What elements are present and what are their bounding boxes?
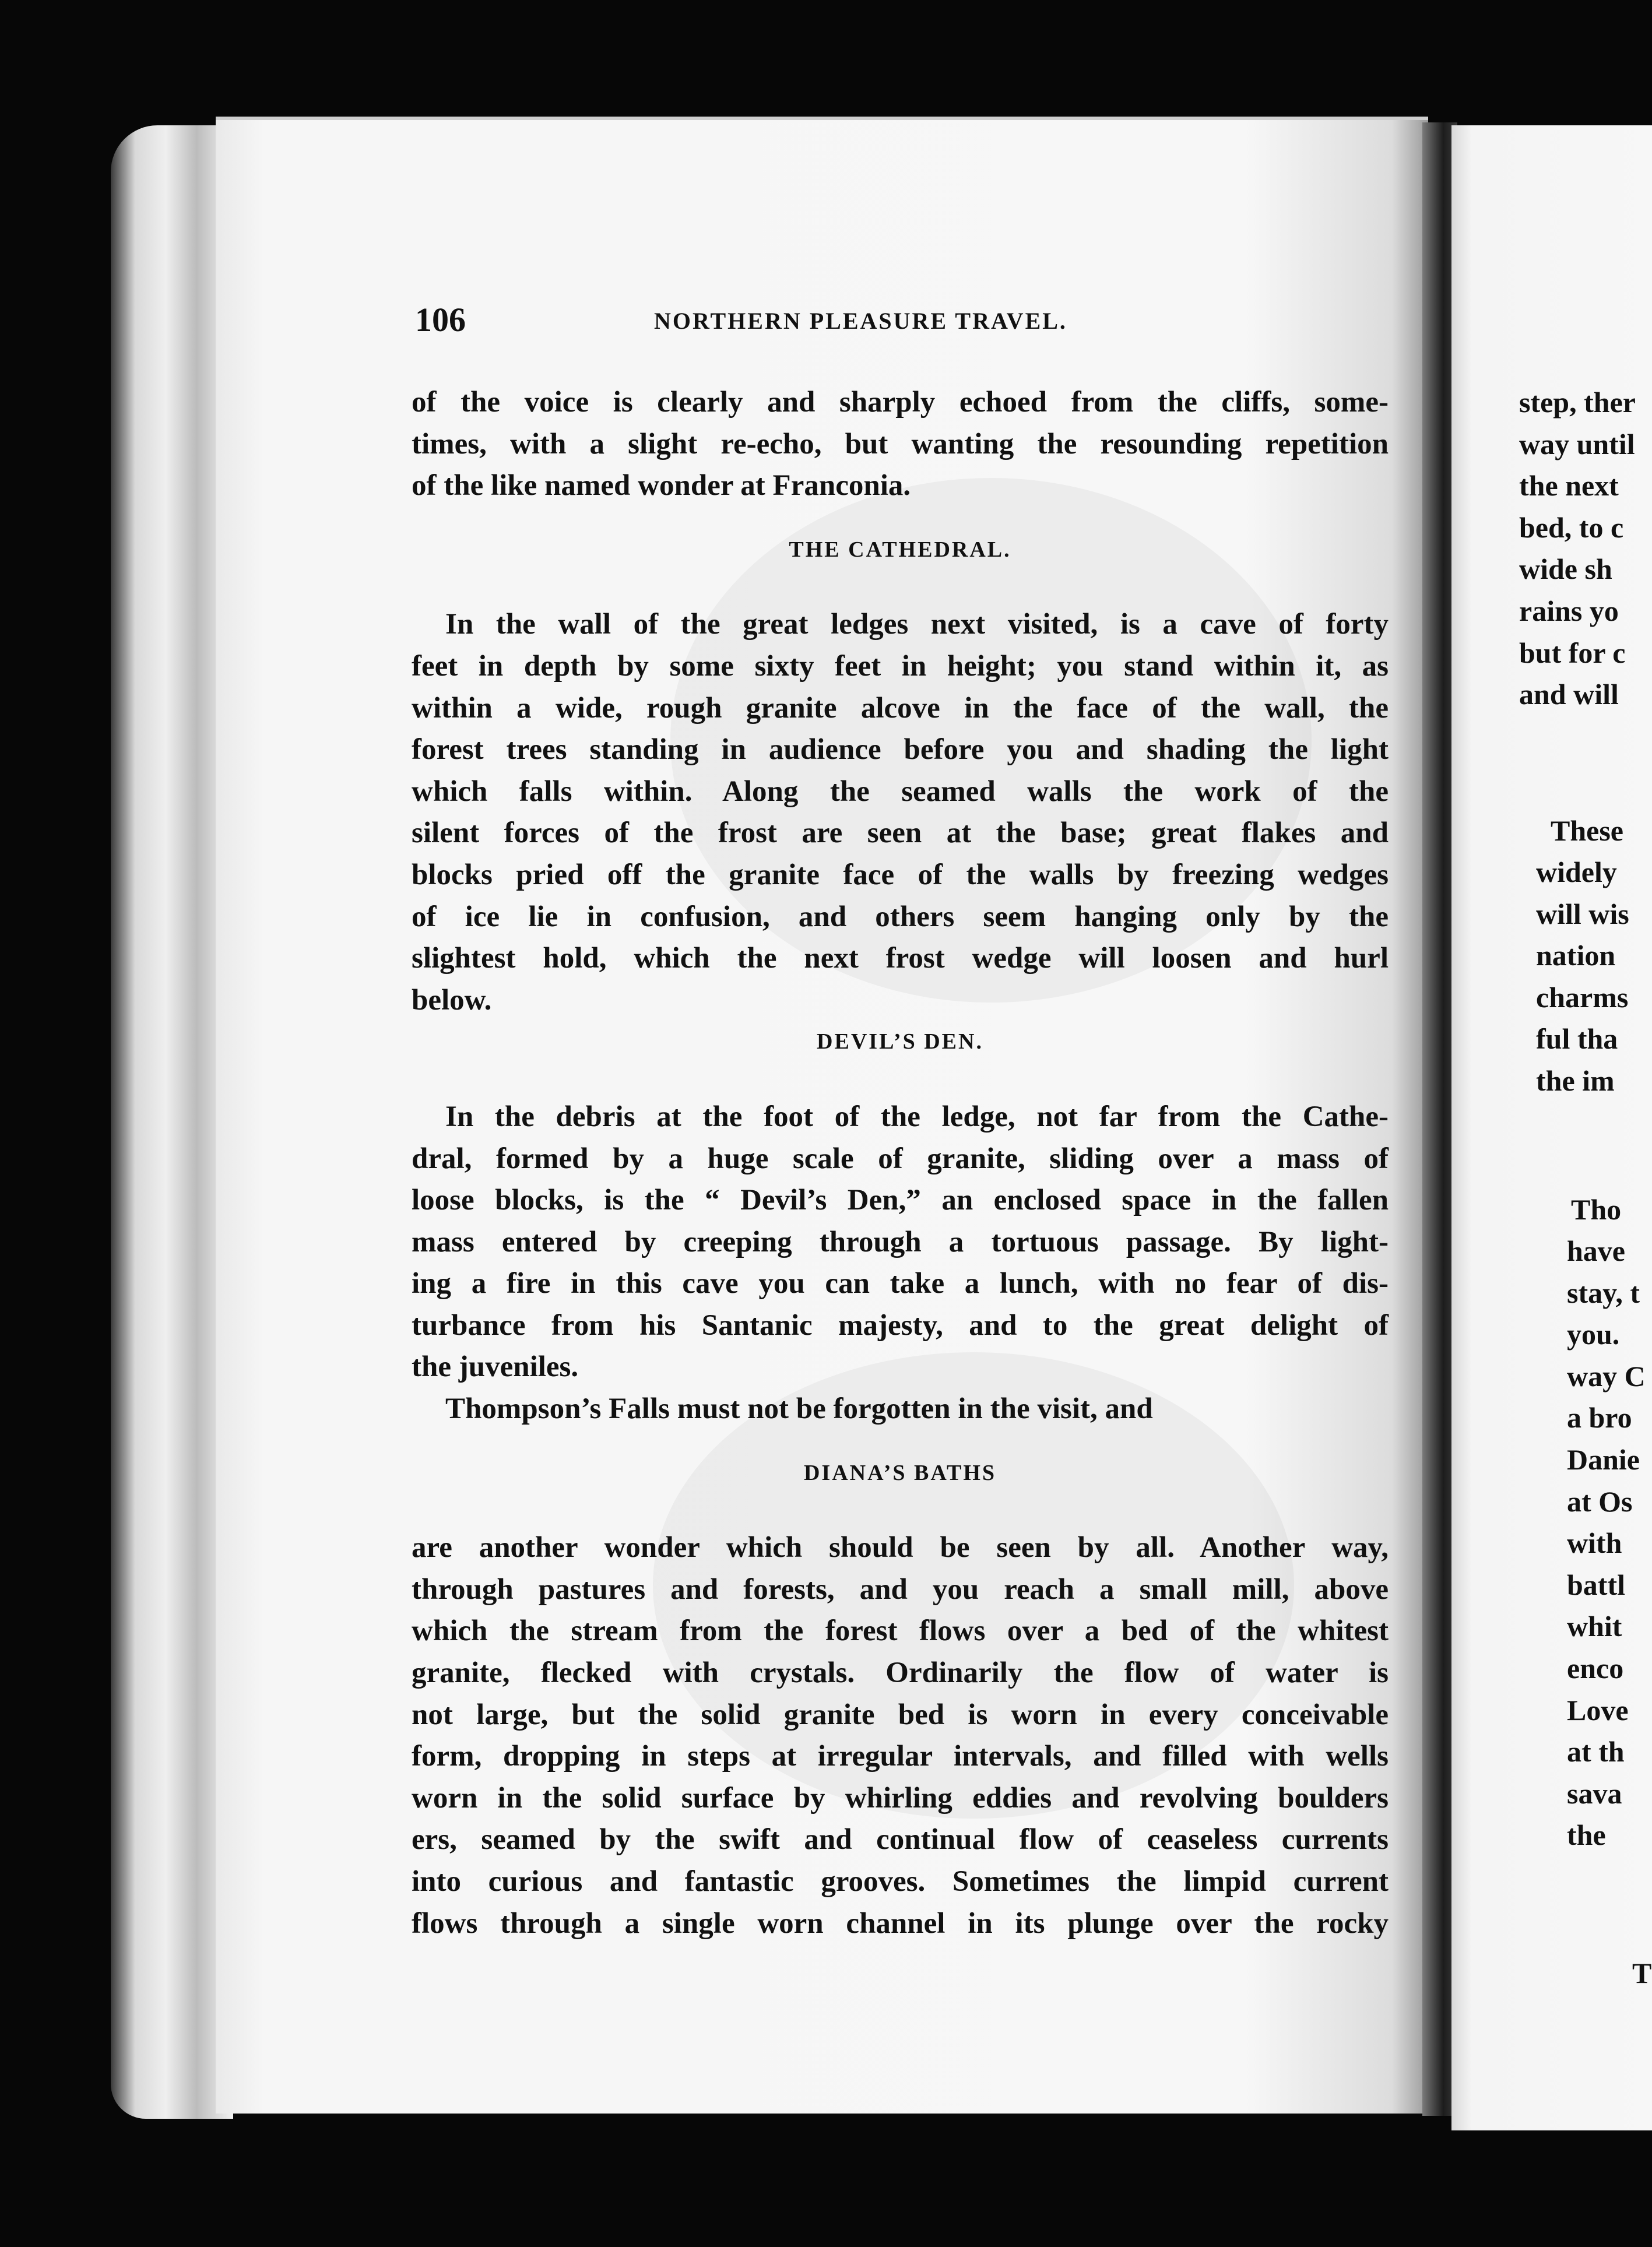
text-fragment: rains yo [1519, 594, 1619, 627]
text-fragment: with [1567, 1527, 1622, 1560]
text-line: below. [412, 983, 492, 1017]
text-line: flows through a single worn channel in its plunge over the rocky [412, 1907, 1389, 1940]
text-line: of the voice is clearly and sharply echoed from the cliffs, some- [412, 386, 1389, 419]
page-body [412, 382, 1389, 1944]
text-line: mass entered by creeping through a tortuous passage. By light- [412, 1225, 1389, 1258]
text-line: ing a fire in this cave you can take a lunch, with no fear of dis- [412, 1267, 1389, 1300]
text-line: of ice lie in confusion, and others seem hanging only by the [412, 900, 1389, 933]
text-line: slightest hold, which the next frost wedge will loosen and hurl [412, 942, 1389, 975]
text-line: silent forces of the frost are seen at the base; great flakes and [412, 817, 1389, 850]
text-fragment: widely [1536, 856, 1617, 888]
running-title: NORTHERN PLEASURE TRAVEL. [654, 308, 1067, 334]
text-line: Thompson’s Falls must not be forgotten in the visit, and [445, 1392, 1153, 1426]
text-line: times, with a slight re-echo, but wanting the resounding repetition [412, 427, 1389, 460]
text-line: within a wide, rough granite alcove in the face of the wall, the [412, 691, 1389, 725]
right-page-fragment-block-3 [1571, 1189, 1652, 1231]
text-line: which falls within. Along the seamed walls the work of the [412, 775, 1389, 808]
right-page-fragment-block-2b [1536, 852, 1652, 1102]
text-fragment: Tho [1571, 1193, 1622, 1226]
text-fragment: the im [1536, 1064, 1615, 1097]
text-line: granite, flecked with crystals. Ordinarily the flow of water is [412, 1657, 1389, 1690]
book-page-edges [111, 125, 233, 2119]
text-fragment: enco [1567, 1651, 1624, 1685]
text-fragment: Danie [1567, 1443, 1640, 1476]
text-fragment: stay, t [1567, 1276, 1640, 1309]
text-line: In the debris at the foot of the ledge, not far from the Cathe- [445, 1100, 1389, 1133]
text-line: are another wonder which should be seen by all. Another way, [412, 1531, 1389, 1564]
text-fragment: and will [1519, 678, 1619, 711]
text-line: worn in the solid surface by whirling eddies and revolving boulders [412, 1781, 1389, 1815]
right-page-fragment-block-2 [1551, 810, 1652, 852]
text-fragment: you. [1567, 1318, 1620, 1351]
right-page-fragment-block-3b [1567, 1230, 1652, 1856]
text-line: dral, formed by a huge scale of granite, sliding over a mass of [412, 1142, 1389, 1175]
text-fragment: nation [1536, 939, 1616, 972]
text-fragment: way until [1519, 427, 1635, 460]
section-heading-dianas-baths: DIANA’S BATHS [803, 1460, 997, 1485]
text-fragment: will wis [1536, 897, 1629, 930]
text-fragment: wide sh [1519, 553, 1612, 586]
right-page-fragment-block-1 [1519, 382, 1652, 716]
text-line: which the stream from the forest flows over a bed of the whitest [412, 1615, 1389, 1648]
page-number: 106 [415, 301, 466, 339]
text-line: form, dropping in steps at irregular intervals, and filled with wells [412, 1740, 1389, 1773]
section-heading-devils-den: DEVIL’S DEN. [817, 1029, 983, 1054]
text-fragment: ful tha [1536, 1022, 1618, 1056]
right-page-fragment-block-4 [1632, 1953, 1652, 1995]
text-fragment: charms [1536, 980, 1629, 1014]
text-line: into curious and fantastic grooves. Sometimes the limpid current [412, 1865, 1389, 1898]
text-line: ers, seamed by the swift and continual flow of ceaseless currents [412, 1823, 1389, 1856]
text-line: not large, but the solid granite bed is worn in every conceivable [412, 1698, 1389, 1731]
text-fragment: These [1551, 814, 1623, 847]
text-line: forest trees standing in audience before you and shading the light [412, 733, 1389, 766]
text-fragment: T [1632, 1957, 1652, 1989]
text-line: blocks pried off the granite face of the walls by freezing wedges [412, 858, 1389, 891]
text-fragment: have [1567, 1235, 1625, 1267]
page-header [415, 300, 1386, 344]
text-line: of the like named wonder at Franconia. [412, 469, 911, 502]
text-line: through pastures and forests, and you reach a small mill, above [412, 1573, 1389, 1606]
text-fragment: but for c [1519, 636, 1626, 669]
text-line: the juveniles. [412, 1351, 579, 1384]
text-fragment: way C [1567, 1359, 1646, 1392]
text-line: loose blocks, is the “ Devil’s Den,” an enclosed space in the fallen [412, 1184, 1389, 1217]
text-fragment: at Os [1567, 1485, 1633, 1518]
text-fragment: step, ther [1519, 386, 1636, 419]
text-fragment: bed, to c [1519, 511, 1624, 544]
text-fragment: whit [1567, 1610, 1622, 1643]
text-fragment: the [1567, 1819, 1606, 1852]
text-fragment: at th [1567, 1735, 1625, 1768]
text-fragment: Love [1567, 1693, 1629, 1726]
text-line: In the wall of the great ledges next visited, is a cave of forty [445, 608, 1389, 641]
text-fragment: the next [1519, 469, 1619, 502]
section-heading-cathedral: THE CATHEDRAL. [789, 537, 1011, 562]
text-line: feet in depth by some sixty feet in height; you stand within it, as [412, 649, 1389, 683]
text-fragment: a bro [1567, 1401, 1632, 1434]
text-fragment: sava [1567, 1777, 1622, 1810]
text-line: turbance from his Santanic majesty, and to the great delight of [412, 1309, 1389, 1342]
text-fragment: battl [1567, 1568, 1625, 1601]
